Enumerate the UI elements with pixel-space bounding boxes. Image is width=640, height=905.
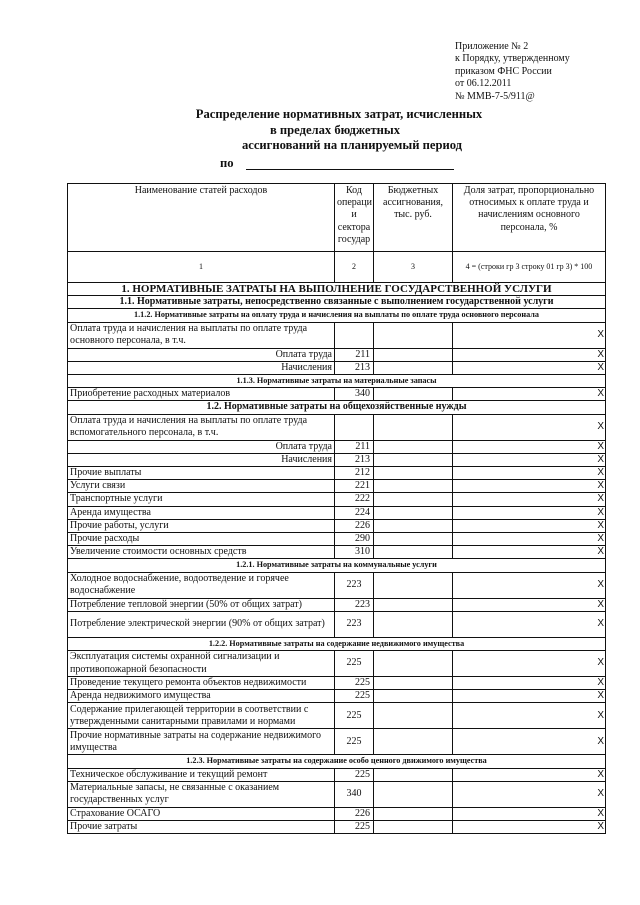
row-share-x-mark: X — [453, 414, 606, 440]
section-title: 1. НОРМАТИВНЫЕ ЗАТРАТЫ НА ВЫПОЛНЕНИЕ ГОСУДАРСТВЕННОЙ УСЛУГИ — [68, 283, 606, 296]
row-budget-cell[interactable] — [374, 677, 453, 690]
row-code: 222 — [335, 493, 374, 506]
row-name: Прочие выплаты — [68, 467, 335, 480]
table-row — [68, 467, 606, 480]
period-label: по — [220, 156, 234, 170]
row-code: 223 — [335, 611, 374, 637]
row-share-x-mark: X — [453, 440, 606, 453]
section-header-row — [68, 755, 606, 768]
row-budget-cell[interactable] — [374, 480, 453, 493]
row-budget-cell[interactable] — [374, 533, 453, 546]
table-row — [68, 506, 606, 519]
row-share-x-mark: X — [453, 361, 606, 374]
header-share: Доля затрат, пропорционально относимых к оплате труда и начислениям основного персонала, % — [453, 184, 606, 252]
table-row — [68, 388, 606, 401]
row-share-x-mark: X — [453, 348, 606, 361]
row-share-x-mark: X — [453, 611, 606, 637]
table-row — [68, 493, 606, 506]
row-budget-cell[interactable] — [374, 690, 453, 703]
row-code — [335, 322, 374, 348]
row-budget-cell[interactable] — [374, 414, 453, 440]
row-share-x-mark: X — [453, 388, 606, 401]
table-row — [68, 703, 606, 729]
row-code: 225 — [335, 768, 374, 781]
row-share-x-mark: X — [453, 781, 606, 807]
row-name: Приобретение расходных материалов — [68, 388, 335, 401]
appendix-block — [455, 41, 570, 103]
row-name: Прочие расходы — [68, 533, 335, 546]
row-share-x-mark: X — [453, 453, 606, 466]
row-budget-cell[interactable] — [374, 440, 453, 453]
section-title: 1.2. Нормативные затраты на общехозяйственные нужды — [68, 401, 606, 414]
row-budget-cell[interactable] — [374, 821, 453, 834]
row-budget-cell[interactable] — [374, 519, 453, 532]
table-row — [68, 807, 606, 820]
row-share-x-mark: X — [453, 467, 606, 480]
row-budget-cell[interactable] — [374, 768, 453, 781]
row-budget-cell[interactable] — [374, 506, 453, 519]
row-code: 225 — [335, 690, 374, 703]
row-name: Проведение текущего ремонта объектов недвижимости — [68, 677, 335, 690]
section-header-row — [68, 559, 606, 572]
col-number: 3 — [374, 252, 453, 283]
row-name: Потребление тепловой энергии (50% от общих затрат) — [68, 598, 335, 611]
col-number: 4 = (строки гр 3 строку 01 гр 3) * 100 — [453, 252, 606, 283]
row-share-x-mark: X — [453, 703, 606, 729]
table-row — [68, 414, 606, 440]
row-share-x-mark: X — [453, 690, 606, 703]
appendix-line: приказом ФНС России — [455, 65, 552, 77]
row-name: Содержание прилегающей территории в соответствии с утвержденными санитарными правилами и нормами — [68, 703, 335, 729]
row-share-x-mark: X — [453, 598, 606, 611]
row-code: 226 — [335, 807, 374, 820]
title-line: ассигнований на планируемый период — [241, 138, 463, 152]
table-row — [68, 322, 606, 348]
row-budget-cell[interactable] — [374, 388, 453, 401]
row-name: Аренда недвижимого имущества — [68, 690, 335, 703]
table-row — [68, 572, 606, 598]
table-row — [68, 768, 606, 781]
table-row — [68, 598, 606, 611]
row-name: Материальные запасы, не связанные с оказанием государственных услуг — [68, 781, 335, 807]
row-name: Прочие затраты — [68, 821, 335, 834]
table-row — [68, 440, 606, 453]
row-name: Эксплуатация системы охранной сигнализации и противопожарной безопасности — [68, 651, 335, 677]
section-title: 1.2.1. Нормативные затраты на коммунальные услуги — [68, 559, 606, 572]
table-row — [68, 651, 606, 677]
row-name: Страхование ОСАГО — [68, 807, 335, 820]
row-name: Прочие нормативные затраты на содержание недвижимого имущества — [68, 729, 335, 755]
row-code: 310 — [335, 546, 374, 559]
section-title: 1.1.2. Нормативные затраты на оплату труда и начисления на выплаты по оплате труда основного персонала — [68, 309, 606, 322]
row-share-x-mark: X — [453, 519, 606, 532]
row-code: 226 — [335, 519, 374, 532]
table-row — [68, 611, 606, 637]
table-row — [68, 480, 606, 493]
table-row — [68, 361, 606, 374]
appendix-line: к Порядку, утвержденному — [455, 53, 570, 65]
row-code: 224 — [335, 506, 374, 519]
row-name: Холодное водоснабжение, водоотведение и горячее водоснабжение — [68, 572, 335, 598]
row-code: 340 — [335, 781, 374, 807]
row-share-x-mark: X — [453, 493, 606, 506]
appendix-line: Приложение № 2 — [455, 41, 529, 52]
row-budget-cell[interactable] — [374, 703, 453, 729]
appendix-line: № ММВ-7-5/911@ — [455, 90, 535, 102]
section-title: 1.2.3. Нормативные затраты на содержание особо ценного движимого имущества — [68, 755, 606, 768]
period-blank-line — [246, 169, 454, 170]
row-name: Услуги связи — [68, 480, 335, 493]
section-title: 1.1.3. Нормативные затраты на материальные запасы — [68, 375, 606, 388]
row-code: 225 — [335, 677, 374, 690]
table-row — [68, 690, 606, 703]
row-budget-cell[interactable] — [374, 572, 453, 598]
row-code: 225 — [335, 703, 374, 729]
section-header-row — [68, 375, 606, 388]
row-name: Начисления — [68, 361, 335, 374]
table-row — [68, 821, 606, 834]
row-code: 290 — [335, 533, 374, 546]
section-header-row — [68, 283, 606, 296]
row-code: 211 — [335, 348, 374, 361]
section-header-row — [68, 401, 606, 414]
row-budget-cell[interactable] — [374, 729, 453, 755]
row-code: 212 — [335, 467, 374, 480]
section-title: 1.1. Нормативные затраты, непосредственно связанные с выполнением государственной услуги — [68, 296, 606, 309]
row-name: Оплата труда — [68, 348, 335, 361]
row-name: Аренда имущества — [68, 506, 335, 519]
row-budget-cell[interactable] — [374, 598, 453, 611]
row-share-x-mark: X — [453, 480, 606, 493]
row-name: Увеличение стоимости основных средств — [68, 546, 335, 559]
header-name: Наименование статей расходов — [68, 184, 335, 252]
header-code: Код операци и сектора государ — [335, 184, 374, 252]
row-share-x-mark: X — [453, 651, 606, 677]
row-budget-cell[interactable] — [374, 348, 453, 361]
document-title — [0, 107, 640, 154]
table-row — [68, 453, 606, 466]
row-share-x-mark: X — [453, 807, 606, 820]
row-budget-cell[interactable] — [374, 546, 453, 559]
row-code: 223 — [335, 598, 374, 611]
section-header-row — [68, 309, 606, 322]
header-budget: Бюджетных ассигнования, тыс. руб. — [374, 184, 453, 252]
table-row — [68, 533, 606, 546]
row-share-x-mark: X — [453, 546, 606, 559]
row-name: Оплата труда — [68, 440, 335, 453]
row-share-x-mark: X — [453, 729, 606, 755]
row-name: Оплата труда и начисления на выплаты по оплате труда вспомогательного персонала, в т.ч. — [68, 414, 335, 440]
section-header-row — [68, 296, 606, 309]
title-line: Распределение нормативных затрат, исчисленных — [195, 107, 483, 121]
row-code: 211 — [335, 440, 374, 453]
row-share-x-mark: X — [453, 768, 606, 781]
row-budget-cell[interactable] — [374, 611, 453, 637]
row-share-x-mark: X — [453, 322, 606, 348]
table-row — [68, 729, 606, 755]
row-code: 213 — [335, 361, 374, 374]
cost-distribution-table — [67, 183, 606, 834]
row-budget-cell[interactable] — [374, 467, 453, 480]
row-name: Потребление электрической энергии (90% от общих затрат) — [68, 611, 335, 637]
row-share-x-mark: X — [453, 572, 606, 598]
row-name: Прочие работы, услуги — [68, 519, 335, 532]
table-row — [68, 677, 606, 690]
table-row — [68, 519, 606, 532]
row-share-x-mark: X — [453, 821, 606, 834]
row-share-x-mark: X — [453, 506, 606, 519]
appendix-line: от 06.12.2011 — [455, 78, 512, 90]
row-budget-cell[interactable] — [374, 807, 453, 820]
row-name: Техническое обслуживание и текущий ремонт — [68, 768, 335, 781]
row-code: 225 — [335, 729, 374, 755]
row-code: 225 — [335, 821, 374, 834]
row-code: 223 — [335, 572, 374, 598]
row-budget-cell[interactable] — [374, 651, 453, 677]
row-budget-cell[interactable] — [374, 781, 453, 807]
row-name: Транспортные услуги — [68, 493, 335, 506]
col-number: 1 — [68, 252, 335, 283]
table-row — [68, 781, 606, 807]
row-budget-cell[interactable] — [374, 322, 453, 348]
row-code: 221 — [335, 480, 374, 493]
row-budget-cell[interactable] — [374, 453, 453, 466]
section-title: 1.2.2. Нормативные затраты на содержание недвижимого имущества — [68, 637, 606, 650]
row-budget-cell[interactable] — [374, 493, 453, 506]
row-code: 225 — [335, 651, 374, 677]
row-code: 213 — [335, 453, 374, 466]
row-code — [335, 414, 374, 440]
table-row — [68, 348, 606, 361]
section-header-row — [68, 637, 606, 650]
table-row — [68, 546, 606, 559]
table-header-row — [68, 184, 606, 252]
row-budget-cell[interactable] — [374, 361, 453, 374]
row-name: Оплата труда и начисления на выплаты по оплате труда основного персонала, в т.ч. — [68, 322, 335, 348]
column-numbers-row — [68, 252, 606, 283]
row-code: 340 — [335, 388, 374, 401]
row-share-x-mark: X — [453, 533, 606, 546]
col-number: 2 — [335, 252, 374, 283]
row-name: Начисления — [68, 453, 335, 466]
row-share-x-mark: X — [453, 677, 606, 690]
title-line: в пределах бюджетных — [269, 122, 401, 137]
